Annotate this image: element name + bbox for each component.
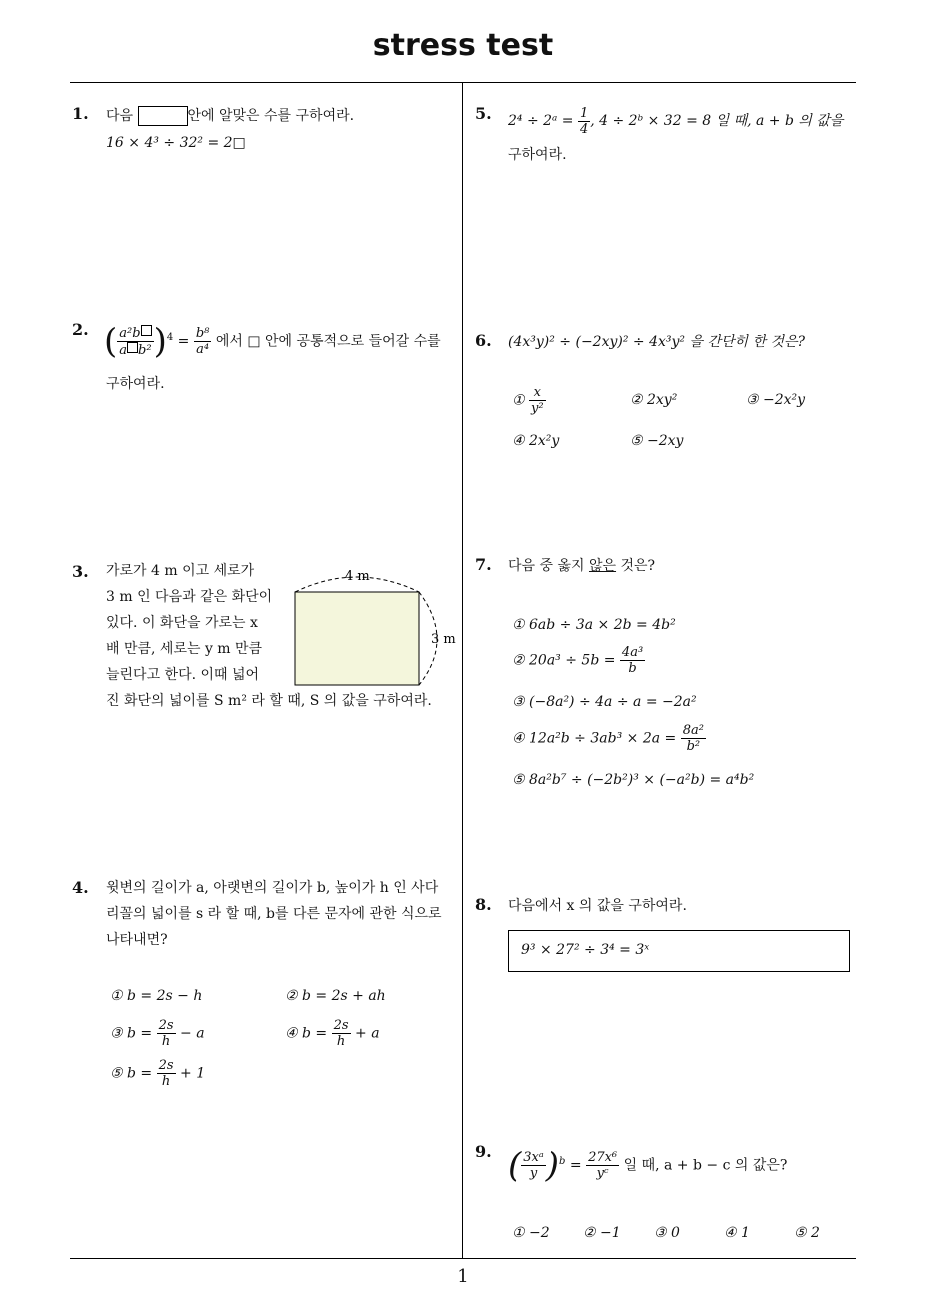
q8-box-expression: 9³ × 27² ÷ 3⁴ = 3ˣ bbox=[521, 942, 650, 958]
option[interactable]: ④ 2x²y bbox=[512, 433, 560, 449]
q2-text: 에서 □ 안에 공통적으로 들어갈 수를 bbox=[215, 333, 441, 350]
q2-expression: ( $\frac{\text{a²b}}{\text{a b²}}$ )$^4$ = $\frac{\text{b⁸}}{\text{a⁴}}$ 에서 □ 안에 공통적으로 들어갈 수를 bbox=[104, 321, 441, 362]
question-number: 5. bbox=[475, 104, 492, 123]
question-number: 3. bbox=[72, 562, 89, 581]
q1-expression: 16 × 4³ ÷ 32² = 2□ bbox=[106, 135, 246, 151]
q3-line: 가로가 4 m 이고 세로가 bbox=[106, 563, 255, 579]
width-label: 4 m bbox=[345, 569, 370, 584]
q3-line: 배 만큼, 세로는 y m 만큼 bbox=[106, 641, 263, 657]
question-text bbox=[106, 103, 354, 129]
option[interactable]: ⑤ b = $\frac{2s}{h}$ + 1 bbox=[110, 1058, 206, 1089]
option[interactable]: ⑤ 8a²b⁷ ÷ (−2b²)³ × (−a²b) = a⁴b² bbox=[512, 772, 755, 788]
option[interactable]: ③ −2x²y bbox=[746, 392, 806, 408]
q8-text: 다음에서 x 의 값을 구하여라. bbox=[508, 898, 687, 914]
option[interactable]: ① $\frac{x}{\text{y²}}$ bbox=[512, 385, 544, 416]
q3-line: 늘린다고 한다. 이때 넓어 bbox=[106, 667, 260, 683]
column-divider bbox=[462, 83, 463, 1258]
q5-text2: 구하여라. bbox=[508, 147, 567, 163]
option[interactable]: ① −2 bbox=[512, 1225, 550, 1241]
q4-text bbox=[106, 875, 442, 953]
q4-line: 리꼴의 넓이를 s 라 할 때, b를 다른 문자에 관한 식으로 bbox=[106, 906, 442, 922]
q2-text2: 구하여라. bbox=[106, 376, 165, 392]
option[interactable]: ② −1 bbox=[583, 1225, 621, 1241]
question-number: 4. bbox=[72, 878, 89, 897]
question-number: 9. bbox=[475, 1142, 492, 1161]
page-number: 1 bbox=[457, 1266, 469, 1287]
option[interactable]: ② 2xy² bbox=[630, 392, 678, 408]
garden-diagram bbox=[285, 562, 460, 692]
option[interactable]: ④ b = $\frac{2s}{h}$ + a bbox=[285, 1018, 380, 1049]
underlined-word: 않은 bbox=[588, 558, 617, 574]
option[interactable]: ② 20a³ ÷ 5b = $\frac{\text{4a³}}{b}$ bbox=[512, 645, 644, 676]
blank-box bbox=[138, 106, 188, 126]
option[interactable]: ③ (−8a²) ÷ 4a ÷ a = −2a² bbox=[512, 694, 697, 710]
q3-line: 3 m 인 다음과 같은 화단이 bbox=[106, 589, 273, 605]
option[interactable]: ② b = 2s + ah bbox=[285, 988, 386, 1004]
q9-text: 일 때, a + b − c 의 값은? bbox=[623, 1157, 788, 1174]
q3-text bbox=[106, 558, 286, 688]
question-number: 7. bbox=[475, 555, 492, 574]
q6-text: (4x³y)² ÷ (−2xy)² ÷ 4x³y² 을 간단히 한 것은? bbox=[508, 334, 806, 350]
question-number: 2. bbox=[72, 320, 89, 339]
q8-box bbox=[508, 930, 850, 972]
option[interactable]: ⑤ 2 bbox=[794, 1225, 820, 1241]
option[interactable]: ④ 1 bbox=[724, 1225, 750, 1241]
option[interactable]: ① b = 2s − h bbox=[110, 988, 203, 1004]
q3-line: 진 화단의 넓이를 S m² 라 할 때, S 의 값을 구하여라. bbox=[106, 693, 432, 709]
question-number: 1. bbox=[72, 104, 89, 123]
option[interactable]: ③ b = $\frac{2s}{h}$ − a bbox=[110, 1018, 205, 1049]
q4-line: 나타내면? bbox=[106, 932, 168, 948]
option[interactable]: ① 6ab ÷ 3a × 2b = 4b² bbox=[512, 617, 676, 633]
top-rule bbox=[70, 82, 856, 83]
q4-line: 윗변의 길이가 a, 아랫변의 길이가 b, 높이가 h 인 사다 bbox=[106, 880, 439, 896]
question-number: 8. bbox=[475, 895, 492, 914]
bottom-rule bbox=[70, 1258, 856, 1259]
option[interactable]: ④ 12a²b ÷ 3ab³ × 2a = $\frac{\text{8a²}}{\text{b²}}$ bbox=[512, 723, 704, 754]
height-label: 3 m bbox=[431, 632, 456, 647]
q9-expression: ( $\frac{\text{3xᵃ}}{y}$ )$^b$ = $\frac{\text{27x⁶}}{\text{yᶜ}}$ 일 때, a + b − c 의 값은? bbox=[508, 1145, 788, 1186]
q3-line: 있다. 이 화단을 가로는 x bbox=[106, 615, 258, 631]
option[interactable]: ⑤ −2xy bbox=[630, 433, 684, 449]
q5-text: 2⁴ ÷ 2ᵃ = $\frac{1}{4}$ , 4 ÷ 2ᵇ × 32 = 8 일 때, a + b 의 값을 bbox=[508, 105, 844, 137]
q1-text-b: 안에 알맞은 수를 구하여라. bbox=[187, 108, 355, 124]
q1-text-a: 다음 bbox=[106, 108, 134, 124]
q7-text: 다음 중 옳지 않은 것은? bbox=[508, 558, 656, 574]
page-title: stress test bbox=[372, 28, 554, 63]
option[interactable]: ③ 0 bbox=[654, 1225, 680, 1241]
question-number: 6. bbox=[475, 331, 492, 350]
garden-rectangle bbox=[295, 592, 419, 685]
